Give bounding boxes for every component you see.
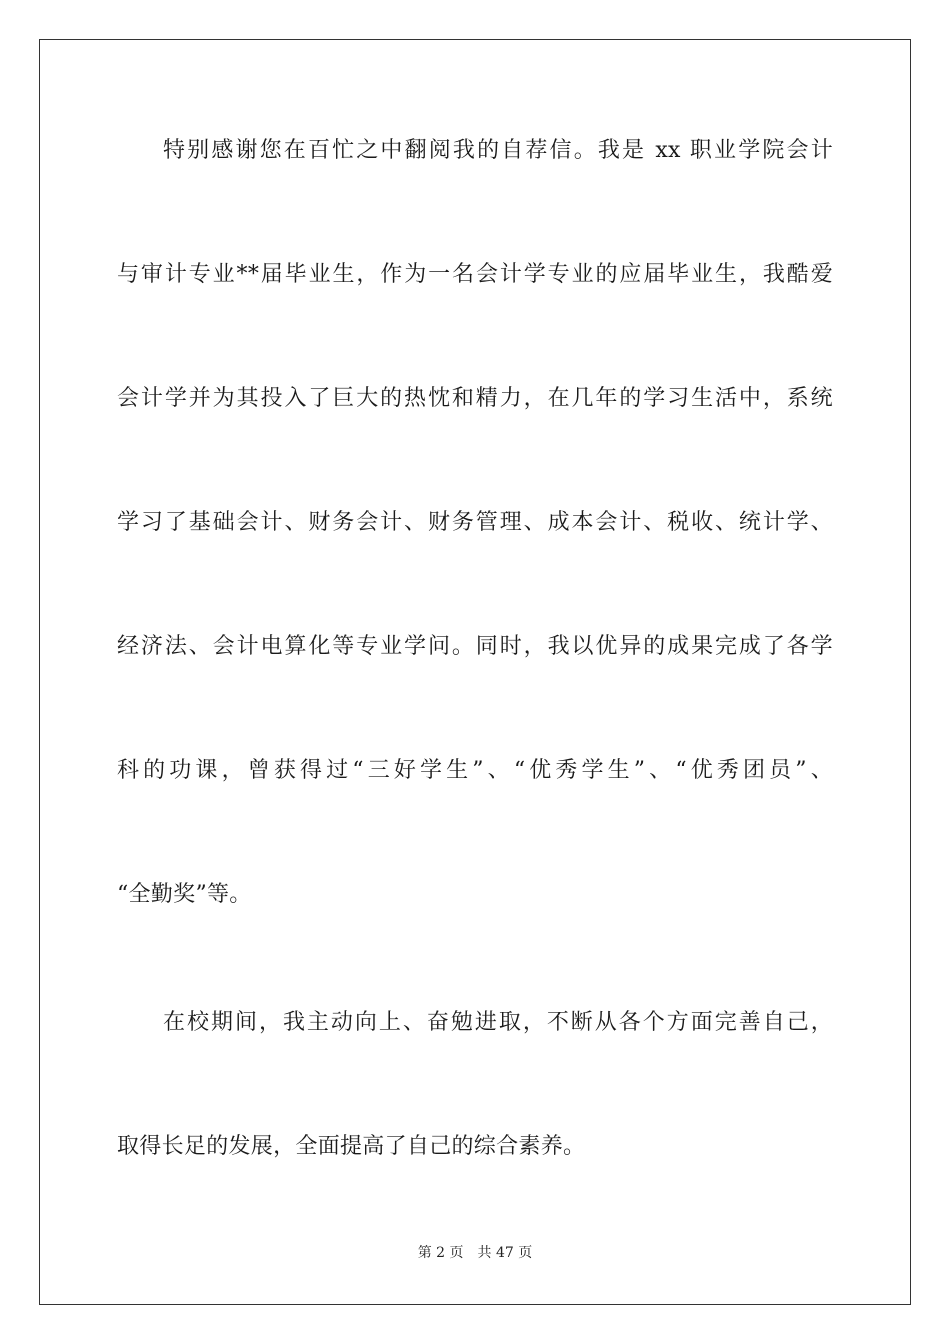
- paragraph-1-line-5: 经济法、会计电算化等专业学问。同时，我以优异的成果完成了各学: [117, 634, 833, 659]
- paragraph-1-line-6: 科的功课，曾获得过“三好学生”、“优秀学生”、“优秀团员”、: [117, 758, 833, 783]
- paragraph-1-line-7: “全勤奖”等。: [117, 882, 252, 907]
- paragraph-1-line-2: 与审计专业**届毕业生，作为一名会计学专业的应届毕业生，我酷爱: [117, 262, 833, 287]
- paragraph-1-line-4: 学习了基础会计、财务会计、财务管理、成本会计、税收、统计学、: [117, 510, 833, 535]
- page-number: 第 2 页: [417, 1245, 464, 1261]
- page-border: [39, 39, 911, 1305]
- paragraph-1-line-3: 会计学并为其投入了巨大的热忱和精力，在几年的学习生活中，系统: [117, 386, 833, 411]
- paragraph-1-line-1: 特别感谢您在百忙之中翻阅我的自荐信。我是 xx 职业学院会计: [163, 138, 833, 163]
- paragraph-2-line-1: 在校期间，我主动向上、奋勉进取，不断从各个方面完善自己，: [163, 1010, 833, 1035]
- page-footer: [0, 1244, 950, 1262]
- paragraph-2-line-2: 取得长足的发展，全面提高了自己的综合素养。: [117, 1134, 586, 1159]
- page-total: 共 47 页: [477, 1245, 533, 1261]
